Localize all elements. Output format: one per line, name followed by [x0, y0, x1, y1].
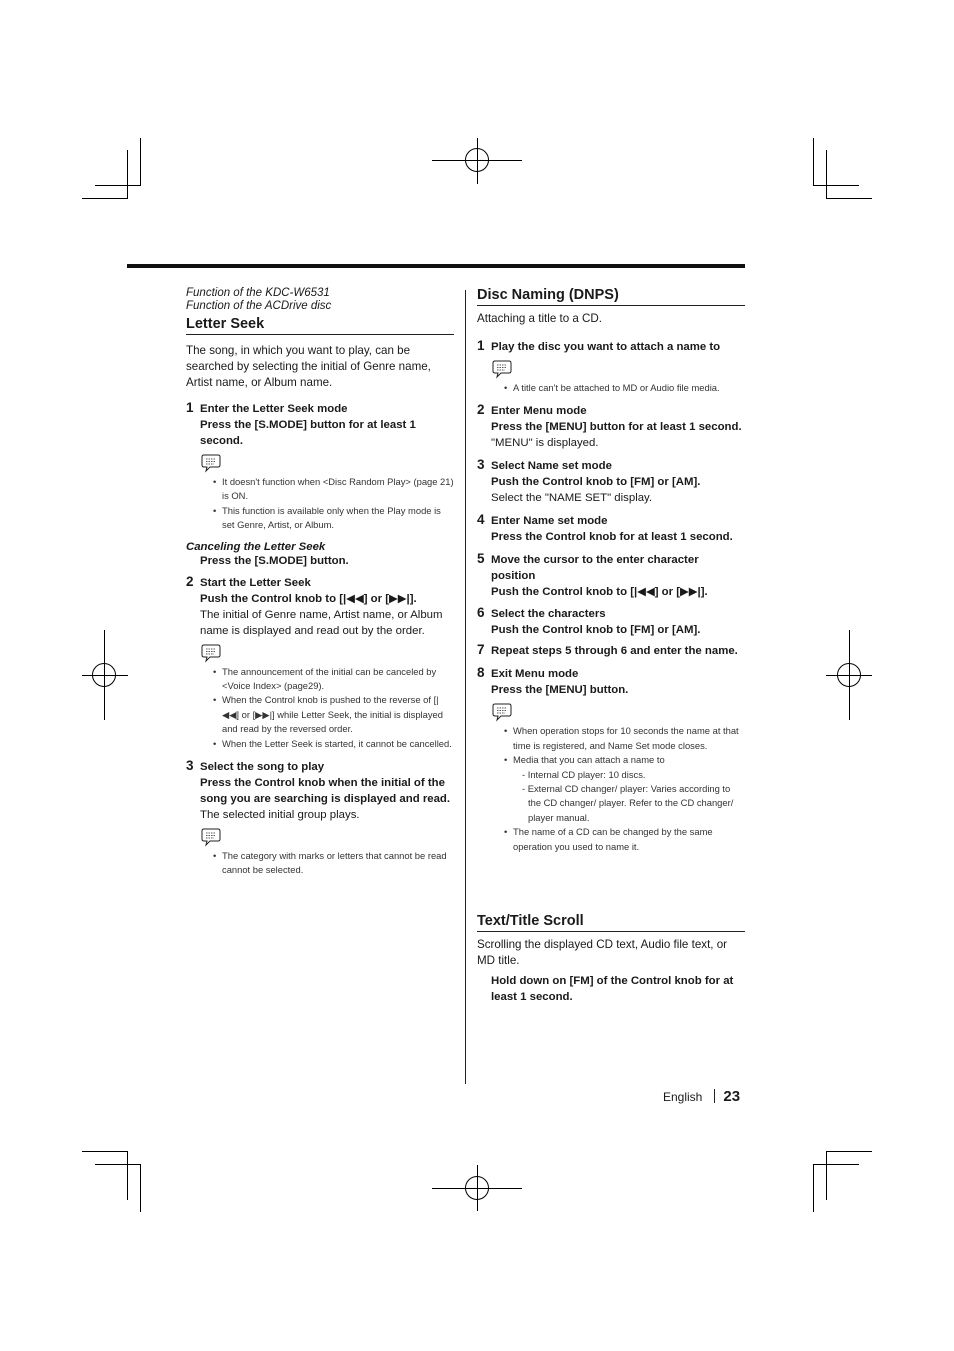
function-note-2: Function of the ACDrive disc [186, 300, 332, 312]
disc-naming-section [477, 287, 745, 854]
step-3 [186, 759, 454, 823]
note-item: • The category with marks or letters that cannot be read cannot be selected. [222, 849, 454, 878]
footer-separator [714, 1089, 715, 1103]
note-item [513, 753, 745, 825]
canceling-block [186, 541, 454, 569]
footer-language: English [663, 1090, 703, 1104]
step-1 [477, 339, 745, 355]
step-number: 2 [477, 402, 485, 418]
section-title: Letter Seek [186, 316, 454, 335]
section-intro: Scrolling the displayed CD text, Audio file text, or MD title. [477, 938, 728, 967]
note-block [477, 359, 745, 395]
step-2 [477, 403, 745, 451]
step-instruction: Press the Control knob for at least 1 second. [491, 531, 733, 544]
section-title: Disc Naming (DNPS) [477, 287, 745, 306]
note-item: • When operation stops for 10 seconds the name at that time is registered, and Name Set mode closes. [513, 724, 745, 753]
step-number: 1 [477, 338, 485, 353]
note-subitem: - External CD changer/ player: Varies according to the CD changer/ player. Refer to the CD changer/ player manual. [522, 783, 734, 823]
note-icon [200, 453, 222, 473]
note-item: • It doesn't function when <Disc Random Play> (page 21) is ON. [222, 475, 454, 504]
canceling-title: Canceling the Letter Seek [186, 540, 326, 553]
letter-seek-section [186, 287, 454, 878]
step-instruction: Press the [S.MODE] button for at least 1 second. [200, 419, 416, 447]
step-8 [477, 666, 745, 698]
step-instruction: Press the [MENU] button. [491, 684, 629, 697]
step-title: Select Name set mode [491, 460, 612, 473]
note-block [186, 643, 454, 751]
note-item: • The name of a CD can be changed by the same operation you used to name it. [513, 825, 745, 854]
note-item: • This function is available only when the Play mode is set Genre, Artist, or Album. [222, 504, 454, 533]
step-title: Select the song to play [200, 761, 325, 774]
step-4 [477, 513, 745, 545]
step-number: 5 [477, 551, 485, 567]
step-title: Enter Name set mode [491, 515, 608, 528]
step-number: 3 [186, 758, 194, 774]
step-title: Exit Menu mode [491, 668, 579, 681]
step-title: Enter the Letter Seek mode [200, 403, 348, 415]
function-note-1: Function of the KDC-W6531 [186, 287, 330, 299]
note-icon [200, 827, 222, 847]
step-title: Move the cursor to the enter character position [491, 554, 699, 583]
step-instruction: Push the Control knob to [|◀◀] or [▶▶|]. [491, 586, 708, 599]
step-instruction: Push the Control knob to [|◀◀] or [▶▶|]. [200, 592, 417, 605]
note-block [477, 702, 745, 854]
note-icon [491, 359, 513, 379]
step-number: 4 [477, 512, 485, 528]
note-item: • The announcement of the initial can be canceled by <Voice Index> (page29). [222, 665, 454, 694]
step-5 [477, 552, 745, 600]
note-item: • When the Control knob is pushed to the reverse of [|◀◀] or [▶▶|] while Letter Seek, the initial is displayed and read by the reversed order. [222, 693, 454, 736]
section-intro: Attaching a title to a CD. [477, 312, 603, 325]
step-7 [477, 643, 745, 659]
step-number: 6 [477, 605, 485, 621]
canceling-instruction: Press the [S.MODE] button. [200, 554, 349, 567]
note-subitem: - Internal CD player: 10 discs. [522, 768, 646, 780]
step-description: The selected initial group plays. [200, 809, 360, 822]
step-title: Start the Letter Seek [200, 576, 311, 589]
note-icon [491, 702, 513, 722]
text-title-scroll-section [477, 913, 745, 1005]
note-block [186, 453, 454, 533]
page-number: 23 [723, 1088, 741, 1105]
note-item-text: Media that you can attach a name to [513, 754, 665, 766]
step-6 [477, 606, 745, 638]
column-divider [465, 290, 466, 1084]
scroll-instruction: Hold down on [FM] of the Control knob for at least 1 second. [491, 975, 734, 1003]
step-description: "MENU" is displayed. [491, 437, 599, 450]
note-block [186, 827, 454, 878]
step-instruction: Push the Control knob to [FM] or [AM]. [491, 624, 701, 637]
step-1 [186, 401, 454, 449]
note-item: • A title can't be attached to MD or Audio file media. [513, 381, 745, 395]
step-instruction: Press the [MENU] button for at least 1 second. [491, 421, 742, 434]
step-title: Select the characters [491, 608, 606, 621]
step-number: 1 [186, 400, 194, 415]
step-number: 2 [186, 573, 194, 589]
step-number: 7 [477, 642, 485, 658]
step-instruction: Push the Control knob to [FM] or [AM]. [491, 476, 701, 489]
note-icon [200, 643, 222, 663]
step-title: Repeat steps 5 through 6 and enter the name. [491, 645, 738, 658]
section-title: Text/Title Scroll [477, 913, 745, 932]
step-description: Select the "NAME SET" display. [491, 492, 653, 505]
step-description: The initial of Genre name, Artist name, or Album name is displayed and read out by the order. [200, 608, 443, 637]
section-intro: The song, in which you want to play, can be searched by selecting the initial of Genre name, Artist name, or Album name. [186, 344, 431, 389]
step-number: 3 [477, 457, 485, 473]
step-title: Enter Menu mode [491, 405, 587, 418]
page-footer [663, 1088, 740, 1105]
step-number: 8 [477, 665, 485, 681]
header-rule [127, 264, 745, 268]
step-2 [186, 575, 454, 639]
step-instruction: Press the Control knob when the initial of the song you are searching is displayed and read. [200, 777, 451, 806]
note-item: • When the Letter Seek is started, it cannot be cancelled. [222, 737, 454, 751]
step-3 [477, 458, 745, 506]
step-title: Play the disc you want to attach a name to [491, 341, 721, 353]
